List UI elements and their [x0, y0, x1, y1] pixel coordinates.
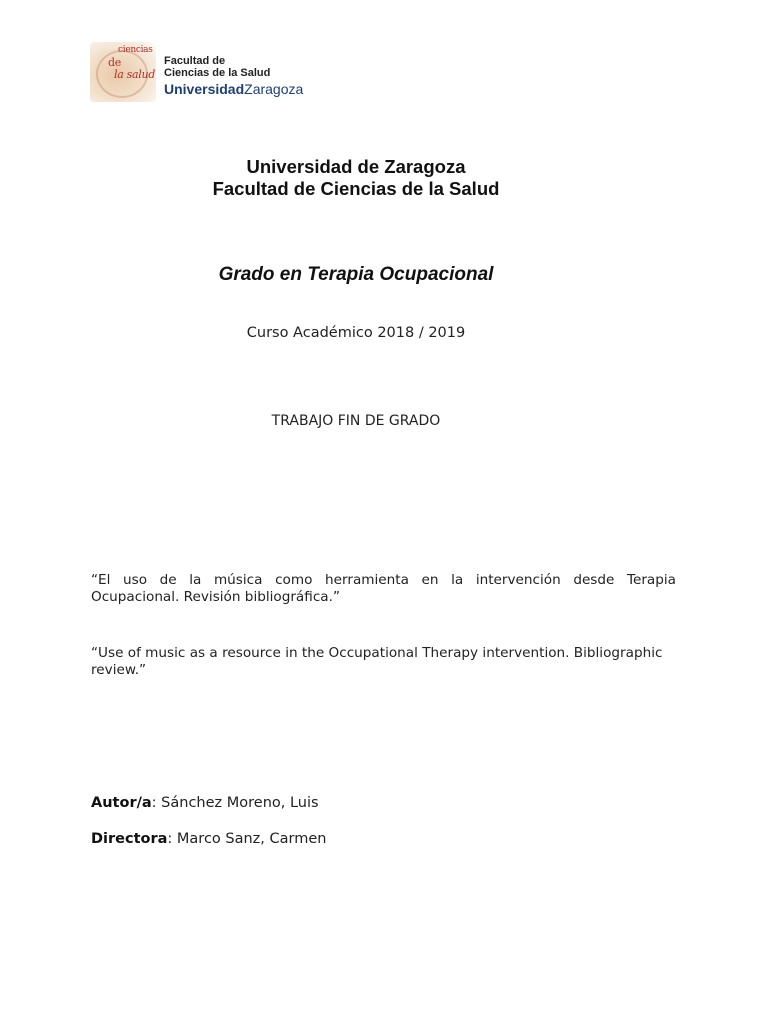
logo-city-word: Zaragoza	[244, 81, 304, 97]
work-type: TRABAJO FIN DE GRADO	[271, 413, 441, 429]
logo-line-3	[164, 80, 303, 98]
university-name: Universidad de Zaragoza	[246, 156, 466, 177]
director-line	[91, 831, 326, 847]
logo-university-word: Universidad	[164, 81, 245, 97]
author-label: Autor/a	[91, 795, 152, 811]
logo-line-1: Facultad de	[164, 55, 226, 67]
academic-year: Curso Académico 2018 / 2019	[246, 325, 466, 341]
director-label: Directora	[91, 831, 168, 847]
thesis-title-spanish: “El uso de la música como herramienta en la intervención desde Terapia Ocupacional. Revisión bibliográfica.”	[91, 572, 676, 605]
author-line	[91, 795, 319, 811]
faculty-logo-mark	[90, 42, 156, 102]
faculty-name: Facultad de Ciencias de la Salud	[212, 178, 500, 199]
thesis-title-english: “Use of music as a resource in the Occupational Therapy intervention. Bibliographic review.”	[91, 645, 663, 678]
logo-mark-word-3: la salud	[114, 68, 156, 81]
logo-line-2: Ciencias de la Salud	[164, 67, 271, 79]
faculty-logo	[90, 42, 308, 102]
degree-title: Grado en Terapia Ocupacional	[218, 264, 494, 285]
institution-header	[0, 156, 712, 200]
director-value: : Marco Sanz, Carmen	[167, 831, 327, 847]
logo-mark-word-1: ciencias	[118, 45, 153, 55]
logo-text	[164, 55, 303, 98]
logo-mark-word-2: de	[108, 56, 121, 69]
author-value: : Sánchez Moreno, Luis	[151, 795, 319, 811]
